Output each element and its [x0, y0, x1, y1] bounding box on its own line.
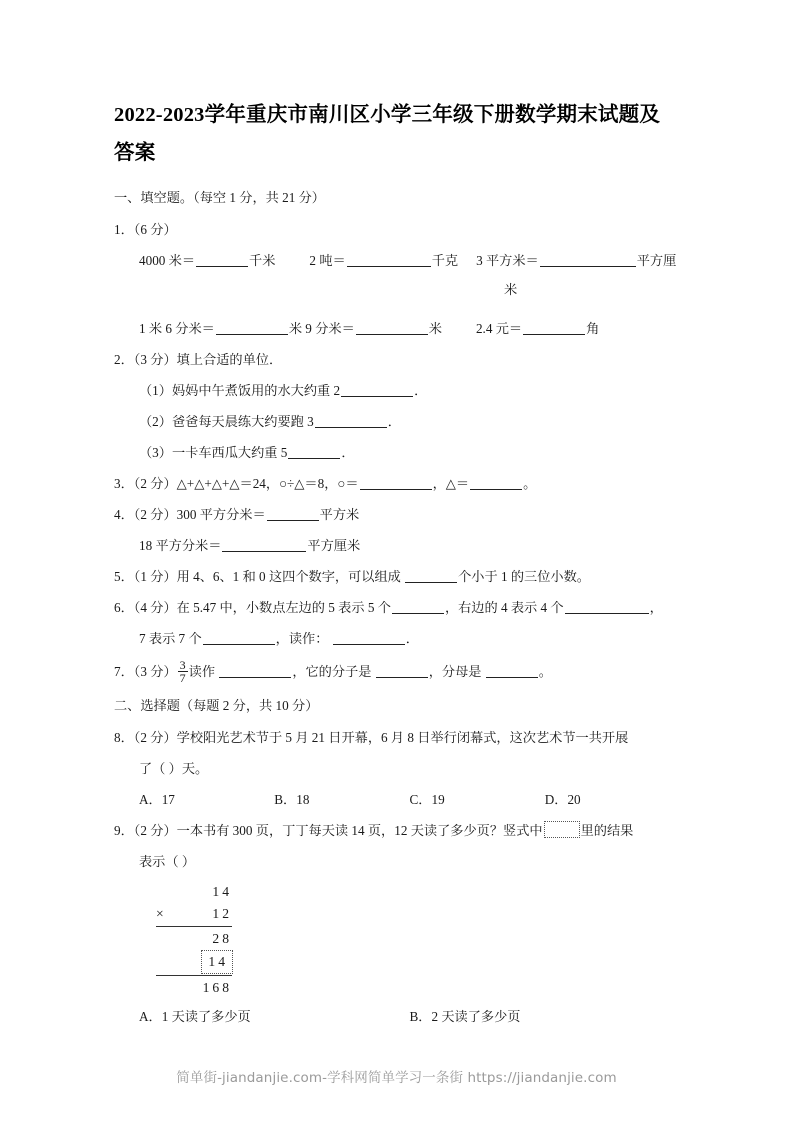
q6-line2-mid: ，读作：	[275, 631, 329, 646]
fraction-numerator: 3	[179, 657, 186, 672]
q1-blank-2[interactable]	[347, 253, 431, 267]
q3-label: 3．（2 分）	[114, 476, 177, 491]
q1-item-1-unit: 千米	[249, 253, 276, 268]
partial-product-1: 28	[212, 931, 232, 946]
question-4-line-2	[114, 530, 680, 561]
question-4	[114, 499, 680, 530]
q1-blank-1[interactable]	[196, 253, 248, 267]
q7-blank-1[interactable]	[219, 664, 291, 678]
fraction-three-sevenths	[178, 659, 188, 685]
section-heading-fill-in-blanks: 一、填空题。（每空 1 分，共 21 分）	[114, 190, 325, 205]
q1-item-5-unit: 米	[428, 321, 442, 336]
q7-mid-2: ，分母是	[428, 664, 482, 679]
question-2-label: 2．（3 分）填上合适的单位．	[114, 352, 283, 367]
q6-blank-3[interactable]	[203, 631, 275, 645]
q1-item-2-prefix: 2 吨＝	[309, 253, 346, 268]
q1-item-3-unit-wrap: 米	[504, 282, 518, 297]
q1-blank-3[interactable]	[540, 253, 636, 267]
q1-blank-5[interactable]	[356, 321, 428, 335]
option-b[interactable]: B．18	[274, 792, 310, 807]
q6-prefix: 6．（4 分）在 5.47 中，小数点左边的 5 表示 5 个	[114, 600, 391, 615]
q1-item-5-prefix: 米 9 分米＝	[288, 321, 355, 336]
q9-line1-suffix: 里的结果	[580, 823, 634, 838]
q1-item-2-unit: 千克	[431, 253, 459, 268]
divider-line-1	[156, 926, 232, 927]
vertical-multiplication	[114, 881, 680, 999]
question-8-line-1: 8．（2 分）学校阳光艺术节于 5 月 21 日开幕，6 月 8 日举行闭幕式，这次艺术节一共开展	[114, 730, 629, 745]
q2-blank-3[interactable]	[288, 445, 340, 459]
dotted-box-placeholder	[544, 821, 580, 838]
q4-unit: 平方米	[319, 507, 360, 522]
fraction-denominator: 7	[179, 671, 186, 685]
question-8-options	[114, 784, 680, 815]
option-a[interactable]: A．17	[139, 792, 175, 807]
q3-blank-1[interactable]	[360, 476, 432, 490]
multiplier-value: 12	[212, 906, 232, 921]
q3-mid: ，△＝	[432, 476, 470, 491]
q7-read-label: 读作	[188, 664, 216, 679]
q3-end: 。	[523, 476, 537, 491]
q1-blank-6[interactable]	[523, 321, 585, 335]
question-3	[114, 468, 680, 499]
option-c[interactable]: C．19	[409, 792, 445, 807]
q4-blank-2[interactable]	[222, 538, 306, 552]
q1-blank-4[interactable]	[216, 321, 288, 335]
q4-blank-1[interactable]	[267, 507, 319, 521]
q6-blank-2[interactable]	[565, 600, 649, 614]
divider-line-2	[156, 975, 232, 976]
partial-product-2-boxed: 14	[201, 950, 233, 974]
footer-watermark: 简单街-jiandanjie.com-学科网简单学习一条街 https://jiandanjie.com	[176, 1070, 617, 1086]
multiplier-row	[156, 903, 232, 925]
q5-suffix: 个小于 1 的三位小数。	[458, 569, 590, 584]
question-1-row-1	[114, 245, 680, 276]
section-heading-multiple-choice: 二、选择题（每题 2 分，共 10 分）	[114, 698, 319, 713]
page-title: 2022-2023学年重庆市南川区小学三年级下册数学期末试题及答案	[114, 104, 661, 164]
q1-item-3-unit: 平方厘	[636, 253, 677, 268]
q2-item-3-period: ．	[341, 445, 355, 460]
q6-blank-4[interactable]	[333, 631, 405, 645]
question-9-line-1	[114, 815, 680, 846]
q5-prefix: 5．（1 分）用 4、6、1 和 0 这四个数字，可以组成	[114, 569, 401, 584]
q2-blank-1[interactable]	[341, 383, 413, 397]
q1-item-1-prefix: 4000 米＝	[139, 253, 196, 268]
partial-product-2-row	[156, 950, 232, 974]
q5-blank-1[interactable]	[405, 569, 457, 583]
q2-item-1-period: ．	[414, 383, 428, 398]
q7-blank-2[interactable]	[376, 664, 428, 678]
q2-item-2-text: （2）爸爸每天晨练大约要跑 3	[139, 414, 314, 429]
q6-mid: ，右边的 4 表示 4 个	[444, 600, 564, 615]
q4-line2-unit: 平方厘米	[307, 538, 361, 553]
option-b[interactable]: B．2 天读了多少页	[409, 1009, 521, 1024]
q1-item-6-unit: 角	[586, 321, 600, 336]
q3-expression: △+△+△+△＝24，○÷△＝8，○＝	[176, 476, 359, 491]
q7-label: 7．（3 分）	[114, 664, 177, 679]
option-d[interactable]: D．20	[544, 792, 581, 807]
q2-item-3-text: （3）一卡车西瓜大约重 5	[139, 445, 288, 460]
q6-comma: ，	[649, 600, 663, 615]
q7-mid: ，它的分子是	[292, 664, 372, 679]
question-8-line-2: 了（ ）天。	[139, 761, 209, 776]
q7-blank-3[interactable]	[486, 664, 538, 678]
option-a[interactable]: A．1 天读了多少页	[139, 1009, 251, 1024]
question-1-row-1-wrap	[114, 276, 680, 303]
question-2-item-2	[114, 406, 680, 437]
q7-end: 。	[538, 664, 552, 679]
question-9-options	[114, 1001, 680, 1032]
q9-line1-prefix: 9．（2 分）一本书有 300 页，丁丁每天读 14 页，12 天读了多少页？竖式中	[114, 823, 543, 838]
question-5	[114, 561, 680, 592]
q4-label: 4．（2 分）300 平方分米＝	[114, 507, 266, 522]
question-1-label: 1．（6 分）	[114, 222, 177, 237]
q6-line2-prefix: 7 表示 7 个	[139, 631, 202, 646]
document-body	[114, 96, 680, 1032]
q2-item-2-period: ．	[387, 414, 401, 429]
q2-item-1-text: （1）妈妈中午煮饭用的水大约重 2	[139, 383, 341, 398]
question-6-line-2	[114, 623, 680, 654]
multiplicand-row: 14	[212, 884, 232, 899]
question-6	[114, 592, 680, 623]
q1-item-6-prefix: 2.4 元＝	[475, 321, 523, 336]
q1-item-3-prefix: 3 平方米＝	[476, 253, 539, 268]
question-7	[114, 654, 680, 690]
question-9-line-2: 表示（ ）	[139, 854, 196, 869]
final-product: 168	[202, 980, 232, 995]
question-2-item-1	[114, 375, 680, 406]
q2-blank-2[interactable]	[315, 414, 387, 428]
q6-line2-end: ．	[405, 631, 419, 646]
q6-blank-1[interactable]	[392, 600, 444, 614]
q1-item-4-prefix: 1 米 6 分米＝	[139, 321, 215, 336]
multiplication-operator: ×	[156, 906, 164, 921]
question-1-row-2	[114, 303, 680, 344]
q3-blank-2[interactable]	[470, 476, 522, 490]
question-2-item-3	[114, 437, 680, 468]
q4-line2-prefix: 18 平方分米＝	[139, 538, 222, 553]
